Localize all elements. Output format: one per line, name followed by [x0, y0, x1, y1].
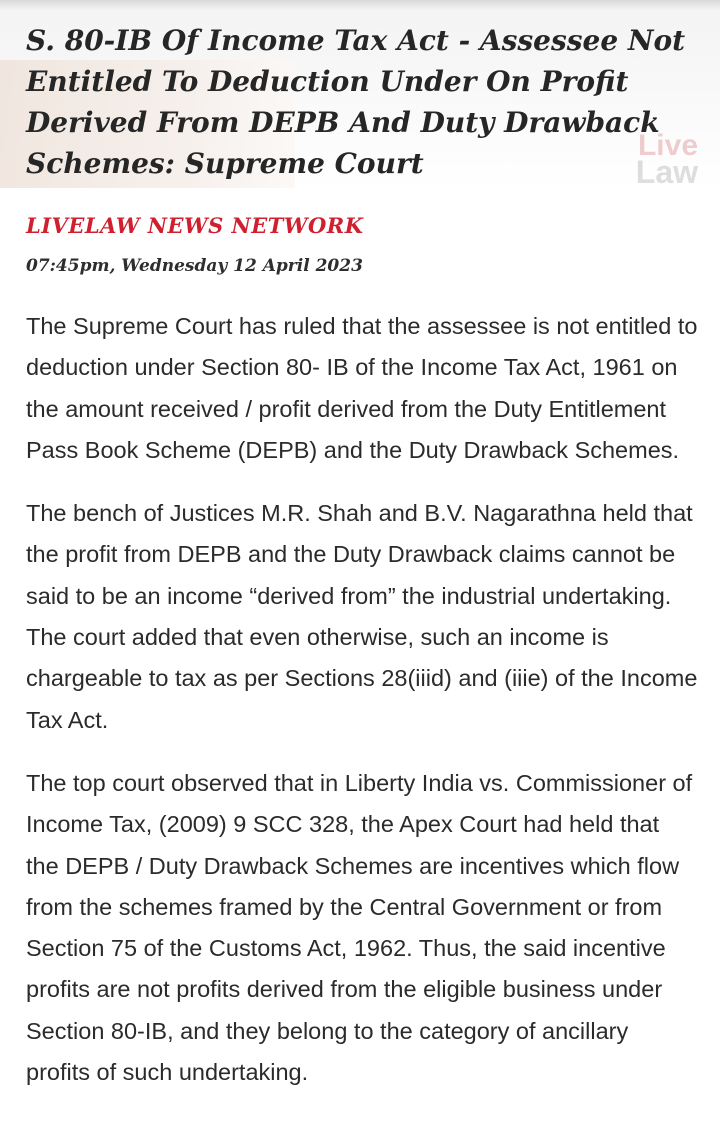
hero-top-stripe [0, 0, 720, 10]
watermark-live-text: Live [637, 129, 698, 162]
article-body [26, 306, 698, 1115]
article-paragraph: The top court observed that in Liberty India vs. Commissioner of Income Tax, (2009) 9 SCC 328, the Apex Court had held that the DEPB / Duty Drawback Schemes are incentives which flow from the schemes framed by the Central Government or from Section 75 of the Customs Act, 1962. Thus, the said incentive profits are not profits derived from the eligible business under Section 80-IB, and they belong to the category of ancillary profits of such undertaking. [26, 769, 693, 1086]
publish-dateline: 07:45pm, Wednesday 12 April 2023 [26, 256, 363, 276]
author-byline[interactable]: LIVELAW NEWS NETWORK [26, 213, 364, 238]
article-headline: S. 80-IB Of Income Tax Act - Assessee Not Entitled To Deduction Under On Profit Derived From DEPB And Duty Drawback Schemes: Supreme Court [26, 24, 686, 180]
article-paragraph: The bench of Justices M.R. Shah and B.V. Nagarathna held that the profit from DEPB and the Duty Drawback claims cannot be said to be an income “derived from” the industrial undertaking. The court added that even otherwise, such an income is chargeable to tax as per Sections 28(iiid) and (iiie) of the Income Tax Act. [26, 500, 698, 733]
article-paragraph: The Supreme Court has ruled that the assessee is not entitled to deduction under Section 80- IB of the Income Tax Act, 1961 on the amount received / profit derived from the Duty Entitlement Pass Book Scheme (DEPB) and the Duty Drawback Schemes. [26, 313, 698, 463]
watermark-law-text: Law [635, 154, 698, 190]
